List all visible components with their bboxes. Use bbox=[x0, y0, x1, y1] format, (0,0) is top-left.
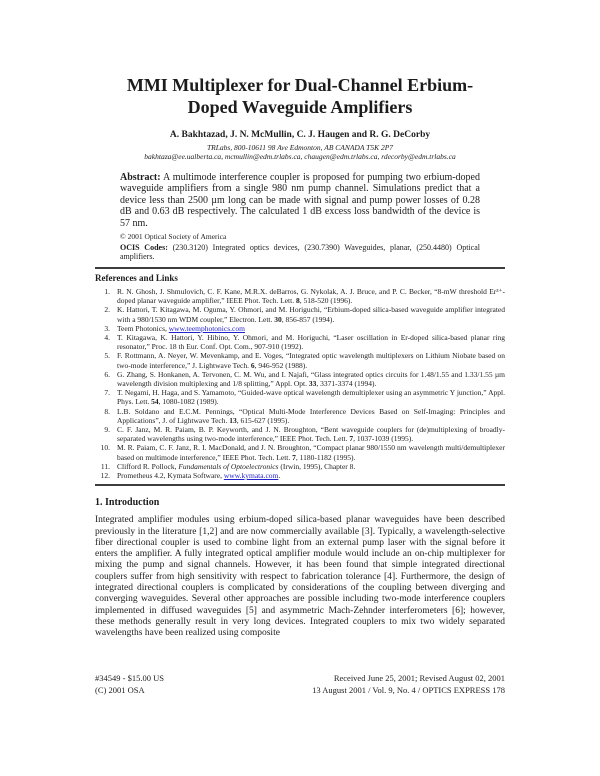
reference-number: 5. bbox=[104, 351, 110, 361]
reference-item bbox=[95, 305, 505, 323]
introduction-heading: 1. Introduction bbox=[95, 497, 160, 509]
reference-segment: 54 bbox=[151, 397, 159, 407]
footer-paper-id: #34549 - $15.00 US bbox=[95, 673, 164, 683]
ocis-codes bbox=[120, 243, 480, 261]
reference-item bbox=[95, 333, 505, 351]
reference-text bbox=[117, 305, 505, 323]
reference-segment: C. F. Janz, M. R. Paiam, B. P. Keyworth, and J. N. Broughton, “Bent waveguide couplers for (de)multiplexing of broadly-separated wavelengths using two-mode interference,” IEEE Phot. Tech. Lett. bbox=[117, 425, 505, 444]
abstract-text: A multimode interference coupler is proposed for pumping two erbium-doped waveguide amplifiers from a single 980 nm pump channel. Simulations predict that a device less than 2500 µm long can be made with signal and pump power losses of 0.28 dB and 0.63 dB respectively. The calculated 1 dB excess loss bandwidth of the device is 57 nm. bbox=[120, 172, 480, 229]
reference-item bbox=[95, 388, 505, 406]
reference-segment: , 946-952 (1988). bbox=[254, 360, 308, 370]
reference-segment: . bbox=[278, 471, 281, 481]
reference-text bbox=[117, 287, 505, 305]
footer-journal-line: 13 August 2001 / Vol. 9, No. 4 / OPTICS EXPRESS 178 bbox=[312, 685, 505, 695]
reference-item bbox=[95, 443, 505, 461]
introduction-paragraph: Integrated amplifier modules using erbium-doped silica-based planar waveguides have been described previously in the literature [1,2] and are now commercially available [3]. Typically, a wavelength-selective fiber directional coupler is used to combine light from an external pump laser with the signal before it enters the amplifier. A fully integrated optical amplifier module would include an on-chip multiplexer for mixing the pump and signal channels. However, it has been found that simple integrated directional couplers suffer from high sensitivity with respect to fabrication tolerance [4]. Furthermore, the design of integrated directional couplers is complicated by considerations of the coupling between diverging and converging waveguides. Several other approaches are possible including two-mode interference couplers implemented in diffused waveguides [5] and asymmetric Mach-Zehnder interferometers [6]; however, these methods generally result in very long devices. Integrated couplers to mix two widely separated wavelengths have been realized using composite bbox=[95, 515, 505, 639]
divider-bottom bbox=[95, 484, 505, 486]
paper-content bbox=[95, 0, 505, 640]
footer-left bbox=[95, 672, 164, 696]
reference-text bbox=[117, 388, 505, 406]
reference-item bbox=[95, 324, 505, 333]
reference-segment: 30 bbox=[274, 314, 282, 324]
reference-segment: 7 bbox=[349, 434, 354, 444]
reference-text bbox=[117, 333, 505, 351]
affiliation-line: TRLabs, 800-10611 98 Ave Edmonton, AB CANADA T5K 2P7 bbox=[206, 143, 394, 152]
reference-number: 10. bbox=[100, 443, 110, 453]
reference-number: 11. bbox=[100, 461, 110, 471]
footer-copyright: (C) 2001 OSA bbox=[95, 685, 145, 695]
references-heading: References and Links bbox=[95, 273, 178, 284]
paper-title bbox=[95, 0, 505, 118]
references-list bbox=[95, 287, 505, 480]
reference-segment: R. N. Ghosh, J. Shmulovich, C. F. Kane, M.R.X. deBarros, G. Nykolak, A. J. Bruce, and P. C. Becker, “8-mW threshold Er³⁺-doped planar waveguide amplifier,” IEEE Phot. Tech. Lett. bbox=[117, 287, 505, 306]
reference-number: 9. bbox=[104, 425, 110, 435]
reference-link[interactable]: www.kymata.com bbox=[223, 471, 279, 481]
reference-segment: 7 bbox=[292, 452, 296, 462]
reference-segment: T. Negami, H. Haga, and S. Yamamoto, “Guided-wave optical wavelength demultiplexer using an asymmetric Y junction,” Appl. Phys. Lett. bbox=[117, 388, 505, 407]
reference-segment: Fundamentals of Optoelectronics bbox=[178, 461, 279, 471]
ocis-text: (230.3120) Integrated optics devices, (230.7390) Waveguides, planar, (250.4480) Optical amplifiers. bbox=[120, 243, 480, 262]
reference-text bbox=[117, 443, 505, 461]
footer-right bbox=[312, 672, 505, 696]
divider-top bbox=[95, 267, 505, 269]
reference-segment: T. Kitagawa, K. Hattori, Y. Hibino, Y. Ohmori, and M. Horiguchi, “Laser oscillation in Er-doped silica-based planar ring resonator,” Proc. 18 th Eur. Conf. Opt. Com., 907-910 (1992). bbox=[117, 333, 505, 352]
reference-text bbox=[117, 370, 505, 388]
reference-item bbox=[95, 407, 505, 425]
reference-segment: , 1037-1039 (1995). bbox=[353, 434, 414, 444]
paper-title-line1: MMI Multiplexer for Dual-Channel Erbium- bbox=[126, 75, 474, 95]
reference-segment: , 1180-1182 (1995). bbox=[295, 452, 356, 462]
reference-segment: F. Rottmann, A. Neyer, W. Mevenkamp, and E. Voges, “Integrated optic wavelength multiplexers on Lithium Niobate based on two-mode interference,” J. Lightwave Tech. bbox=[117, 351, 505, 370]
emails-line: bakhtaza@ee.ualberta.ca, mcmullin@edm.trlabs.ca, chaugen@edm.trlabs.ca, rdecorby@edm.trlabs.ca bbox=[144, 152, 456, 161]
reference-segment: M. R. Paiam, C. F. Janz, R. I. MacDonald, and J. N. Broughton, “Compact planar 980/1550 nm wavelength multi/demultiplexer based on multimode interference,” IEEE Phot. Tech. Lett. bbox=[117, 443, 505, 462]
reference-text bbox=[117, 462, 505, 471]
reference-item bbox=[95, 425, 505, 443]
reference-number: 3. bbox=[104, 323, 110, 333]
reference-item bbox=[95, 462, 505, 471]
reference-text bbox=[117, 324, 505, 333]
reference-item bbox=[95, 287, 505, 305]
paper-title-line2: Doped Waveguide Amplifiers bbox=[187, 97, 413, 117]
copyright-line: © 2001 Optical Society of America bbox=[120, 232, 227, 242]
reference-segment: (Irwin, 1995), Chapter 8. bbox=[278, 461, 356, 471]
reference-segment: 33 bbox=[308, 379, 317, 389]
reference-text bbox=[117, 471, 505, 480]
reference-segment: 6 bbox=[250, 360, 255, 370]
reference-number: 12. bbox=[100, 471, 110, 481]
reference-segment: Teem Photonics, bbox=[117, 323, 169, 333]
reference-segment: K. Hattori, T. Kitagawa, M. Oguma, Y. Ohmori, and M. Horiguchi, “Erbium-doped silica-based waveguide amplifier integrated with a 980/1530 nm WDM coupler,” Electron. Lett. bbox=[117, 305, 505, 324]
reference-segment: 13 bbox=[229, 415, 237, 425]
reference-segment: Clifford R. Pollock, bbox=[117, 461, 179, 471]
reference-number: 1. bbox=[104, 287, 110, 297]
reference-segment: , 518-520 (1996). bbox=[299, 296, 353, 306]
reference-segment: G. Zhang, S. Honkanen, A. Tervonen, C. M. Wu, and I. Najafi, “Glass integrated optics circuits for 1.48/1.55 and 1.33/1.55 µm wavelength division multiplexing and 1/8 splitting,” Appl. Opt. bbox=[117, 369, 505, 389]
abstract-label: Abstract: bbox=[120, 172, 161, 183]
reference-number: 4. bbox=[104, 333, 110, 343]
abstract-paragraph bbox=[120, 172, 480, 229]
authors-line: A. Bakhtazad, J. N. McMullin, C. J. Haugen and R. G. DeCorby bbox=[169, 130, 431, 140]
reference-segment: , 3371-3374 (1994). bbox=[316, 379, 377, 389]
reference-segment: , 856-857 (1994). bbox=[281, 314, 335, 324]
reference-text bbox=[117, 425, 505, 443]
reference-link[interactable]: www.teemphotonics.com bbox=[168, 323, 245, 333]
reference-number: 2. bbox=[104, 305, 110, 315]
reference-segment: , 615-627 (1995). bbox=[236, 415, 290, 425]
reference-segment: Prometheus 4.2, Kymata Software, bbox=[117, 471, 224, 481]
reference-segment: L.B. Soldano and E.C.M. Pennings, “Optical Multi-Mode Interference Devices Based on Self-Imaging: Principles and Applications”, J. of Lightwave Tech. bbox=[117, 406, 505, 425]
reference-segment: , 1080-1082 (1989). bbox=[158, 397, 219, 407]
reference-text bbox=[117, 351, 505, 369]
reference-number: 8. bbox=[104, 406, 110, 416]
reference-number: 7. bbox=[104, 388, 110, 398]
reference-item bbox=[95, 471, 505, 480]
abstract-block bbox=[120, 172, 480, 261]
ocis-label: OCIS Codes: bbox=[120, 243, 168, 253]
reference-number: 6. bbox=[104, 369, 110, 379]
reference-item bbox=[95, 351, 505, 369]
reference-item bbox=[95, 370, 505, 388]
page-footer bbox=[95, 672, 505, 696]
reference-text bbox=[117, 407, 505, 425]
reference-segment: 8 bbox=[295, 296, 300, 306]
footer-received-line: Received June 25, 2001; Revised August 02, 2001 bbox=[333, 673, 505, 683]
